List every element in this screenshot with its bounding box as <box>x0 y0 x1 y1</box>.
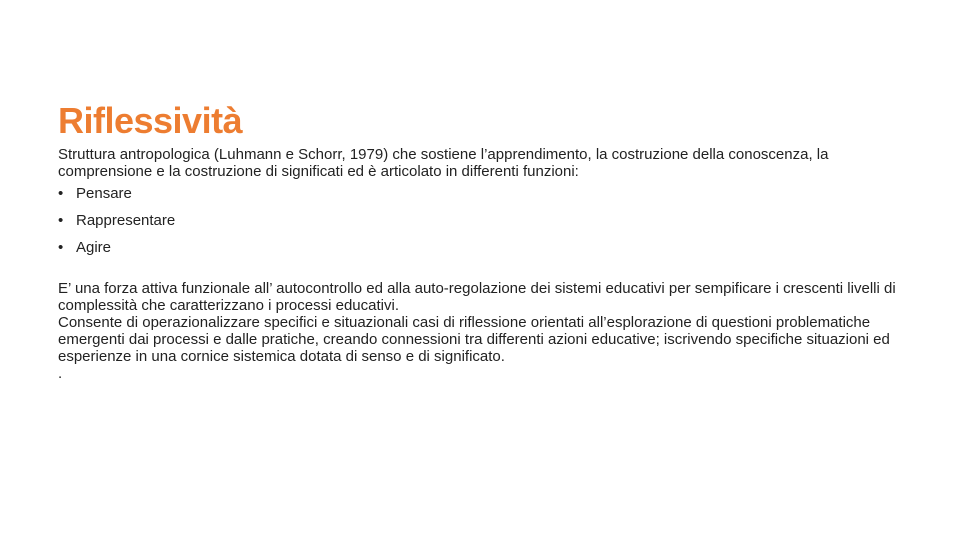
list-item <box>58 180 918 207</box>
trailing-dot: . <box>58 365 63 382</box>
list-item-label: Pensare <box>76 185 132 202</box>
list-item-label: Rappresentare <box>76 212 176 229</box>
paragraph-autocontrol: E’ una forza attiva funzionale all’ autocontrollo ed alla auto-regolazione dei sistemi educativi per sempificare i crescenti livelli di complessità che caratterizzano i processi educativi. <box>58 280 896 314</box>
function-list <box>58 180 918 261</box>
intro-paragraph: Struttura antropologica (Luhmann e Schorr, 1979) che sostiene l’apprendimento, la costruzione della conoscenza, la comprensione e la costruzione di significati ed è articolato in differenti funzioni: <box>58 146 829 180</box>
bullet-icon: • <box>58 185 64 202</box>
slide-body <box>58 146 918 382</box>
list-item-label: Agire <box>76 239 112 256</box>
list-item <box>58 234 918 261</box>
paragraph-operationalize: Consente di operazionalizzare specifici e situazionali casi di riflessione orientati all’esplorazione di questioni problematiche emergenti dai processi e dalle pratiche, creando connessioni tra differenti azioni educative; iscrivendo specifiche situazioni ed esperienze in una cornice sistemica dotata di senso e di significato. <box>58 314 890 365</box>
bullet-icon: • <box>58 212 64 229</box>
bullet-icon: • <box>58 239 64 256</box>
slide-title: Riflessività <box>58 100 243 141</box>
list-item <box>58 207 918 234</box>
